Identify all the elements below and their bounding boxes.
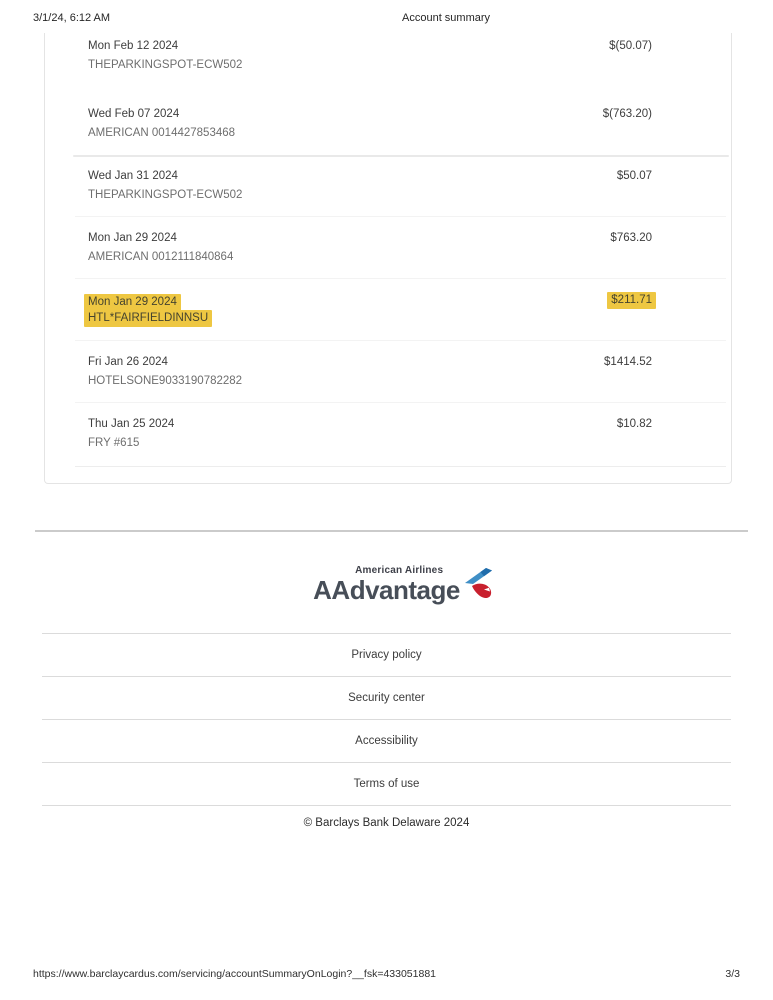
- row-separator: [75, 402, 726, 403]
- transaction-merchant: FRY #615: [88, 437, 140, 449]
- footer-link-terms-of-use[interactable]: Terms of use: [42, 762, 731, 806]
- transaction-date: Wed Feb 07 2024: [88, 108, 180, 120]
- transaction-merchant: THEPARKINGSPOT-ECW502: [88, 189, 243, 201]
- transaction-row: [88, 170, 652, 220]
- transactions-card: [44, 33, 732, 484]
- transaction-group-divider: [73, 155, 729, 157]
- american-airlines-flight-symbol-icon: [464, 567, 496, 603]
- transaction-date: Mon Jan 29 2024: [88, 232, 177, 244]
- source-url: https://www.barclaycardus.com/servicing/accountSummaryOnLogin?__fsk=433051881: [33, 968, 437, 980]
- transaction-amount: $10.82: [616, 418, 652, 430]
- row-separator: [75, 278, 726, 279]
- aadvantage-wordmark: AAdvantage: [313, 575, 460, 605]
- transaction-row: [88, 232, 652, 282]
- section-divider: [35, 530, 748, 532]
- row-separator: [75, 340, 726, 341]
- transaction-row: [88, 356, 652, 406]
- footer-link-accessibility[interactable]: Accessibility: [42, 719, 731, 762]
- transaction-row-highlighted: [88, 294, 652, 344]
- transaction-merchant-highlight: HTL*FAIRFIELDINNSU: [84, 310, 212, 327]
- transaction-amount: $(50.07): [609, 40, 652, 52]
- aadvantage-logo: [0, 565, 773, 609]
- transaction-amount: $50.07: [616, 170, 652, 182]
- row-separator: [75, 216, 726, 217]
- footer-link-privacy-policy[interactable]: Privacy policy: [42, 633, 731, 676]
- print-header: [0, 12, 773, 28]
- print-footer: [0, 968, 773, 982]
- transaction-amount: $763.20: [610, 232, 652, 244]
- transaction-date: Mon Feb 12 2024: [88, 40, 179, 52]
- transaction-amount: $1414.52: [604, 356, 652, 368]
- footer-links: [42, 633, 731, 806]
- american-airlines-wordmark: American Airlines: [355, 565, 444, 576]
- page-number: 3/3: [725, 968, 740, 980]
- transaction-date: Fri Jan 26 2024: [88, 356, 168, 368]
- transaction-amount: $(763.20): [602, 108, 652, 120]
- transaction-date-highlight: Mon Jan 29 2024: [84, 294, 181, 311]
- transaction-row: [88, 40, 652, 90]
- transaction-merchant: AMERICAN 0014427853468: [88, 127, 236, 139]
- footer-link-security-center[interactable]: Security center: [42, 676, 731, 719]
- transaction-date: Wed Jan 31 2024: [88, 170, 178, 182]
- transaction-merchant: HOTELSONE9033190782282: [88, 375, 243, 387]
- transaction-row: [88, 108, 652, 158]
- transaction-merchant: THEPARKINGSPOT-ECW502: [88, 59, 243, 71]
- copyright-notice: © Barclays Bank Delaware 2024: [303, 817, 470, 829]
- transaction-merchant: AMERICAN 0012111840864: [88, 251, 234, 263]
- transaction-date: Thu Jan 25 2024: [88, 418, 175, 430]
- page-title: Account summary: [402, 12, 491, 24]
- transaction-row: [88, 418, 652, 468]
- print-datetime: 3/1/24, 6:12 AM: [33, 12, 111, 24]
- transaction-amount-highlight: $211.71: [607, 292, 656, 309]
- card-inner-bottom-line: [75, 466, 726, 467]
